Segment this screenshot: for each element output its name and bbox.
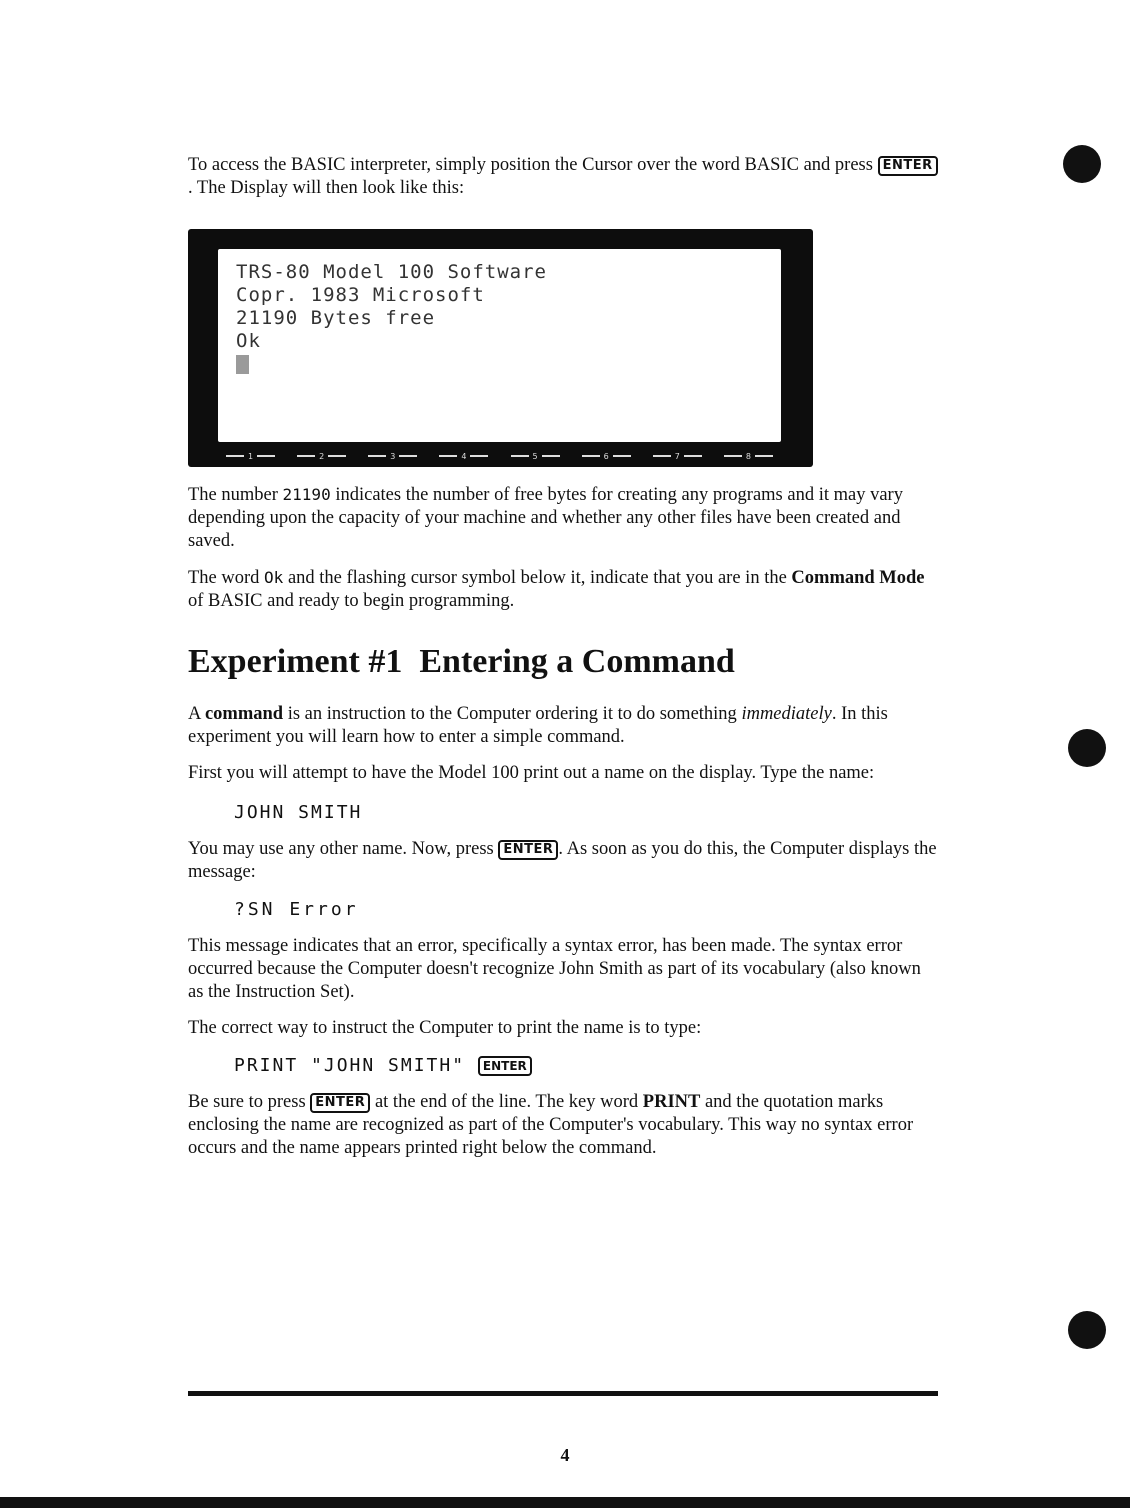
text: . As soon as you do this, the Computer displays the message: <box>188 839 937 882</box>
immediately-term: immediately <box>741 704 832 724</box>
function-key-label: 5 <box>511 449 560 463</box>
print-term: PRINT <box>642 1092 701 1112</box>
code-text: PRINT "JOHN SMITH" <box>234 1055 466 1076</box>
text: and the flashing cursor symbol below it, indicate that you are in the <box>283 568 792 588</box>
punch-hole <box>1068 729 1106 767</box>
bytes-paragraph <box>188 483 938 553</box>
lcd-display <box>218 249 781 442</box>
function-key-label: 2 <box>297 449 346 463</box>
ok-paragraph <box>188 566 938 613</box>
error-paragraph: This message indicates that an error, specifically a syntax error, has been made. The syntax error occurred because the Computer doesn't recognize John Smith as part of its vocabulary (also known as the Instruction Set). <box>188 936 921 1002</box>
command-paragraph <box>188 703 938 749</box>
first-paragraph: First you will attempt to have the Model 100 print out a name on the display. Type the name: <box>188 763 875 783</box>
punch-hole <box>1068 1311 1106 1349</box>
enter-key-icon: ENTER <box>498 840 558 860</box>
footer-rule <box>188 1391 938 1396</box>
text: Be sure to press <box>188 1092 311 1112</box>
command-term: command <box>204 704 284 724</box>
text: A <box>188 704 205 724</box>
lcd-screen-frame <box>188 229 813 467</box>
bytes-number: 21190 <box>282 485 331 504</box>
command-mode-term: Command Mode <box>791 568 925 588</box>
intro-text-b: . The Display will then look like this: <box>188 178 465 198</box>
lcd-line: 21190 Bytes free <box>236 307 436 329</box>
function-key-label: 8 <box>724 449 773 463</box>
text: at the end of the line. The key word <box>370 1092 643 1112</box>
lcd-line: Ok <box>236 330 261 352</box>
text: The word <box>188 568 265 588</box>
intro-text-a: To access the BASIC interpreter, simply position the Cursor over the word BASIC and press <box>188 155 878 175</box>
text: You may use any other name. Now, press <box>188 839 499 859</box>
section-heading: Experiment #1 Entering a Command <box>188 643 735 680</box>
text: indicates the number of free bytes for creating any programs and it may vary depending upon the capacity of your machine and whether any other files have been created and saved. <box>188 485 903 551</box>
code-example-error: ?SN Error <box>234 899 359 920</box>
page-number: 4 <box>560 1445 570 1465</box>
code-example-name: JOHN SMITH <box>234 802 363 823</box>
function-key-label: 3 <box>368 449 417 463</box>
section-experiment <box>188 642 938 1160</box>
function-key-label: 6 <box>582 449 631 463</box>
lcd-line: TRS-80 Model 100 Software <box>236 261 547 283</box>
lcd-line: Copr. 1983 Microsoft <box>236 284 485 306</box>
sure-paragraph <box>188 1091 938 1160</box>
intro-paragraph <box>188 154 938 200</box>
function-key-label: 4 <box>439 449 488 463</box>
bottom-edge-bar <box>0 1497 1130 1508</box>
enter-key-icon: ENTER <box>478 1056 532 1076</box>
ok-word: Ok <box>264 568 284 587</box>
body-text-upper <box>188 483 938 613</box>
punch-hole <box>1063 145 1101 183</box>
enter-key-icon: ENTER <box>310 1093 370 1113</box>
enter-key-icon: ENTER <box>878 156 938 176</box>
code-example-print <box>234 1054 938 1077</box>
correct-paragraph: The correct way to instruct the Computer to print the name is to type: <box>188 1018 702 1038</box>
text: The number <box>188 485 283 505</box>
function-key-label: 7 <box>653 449 702 463</box>
press-paragraph <box>188 838 938 884</box>
text: . In this experiment you will learn how to enter a simple command. <box>188 704 888 747</box>
function-key-labels <box>218 449 781 463</box>
cursor-icon <box>236 355 249 374</box>
text: is an instruction to the Computer ordering it to do something <box>283 704 742 724</box>
function-key-label: 1 <box>226 449 275 463</box>
text: of BASIC and ready to begin programming. <box>188 591 515 611</box>
text: and the quotation marks enclosing the name are recognized as part of the Computer's vocabulary. This way no syntax error occurs and the name appears printed right below the command. <box>188 1092 914 1158</box>
